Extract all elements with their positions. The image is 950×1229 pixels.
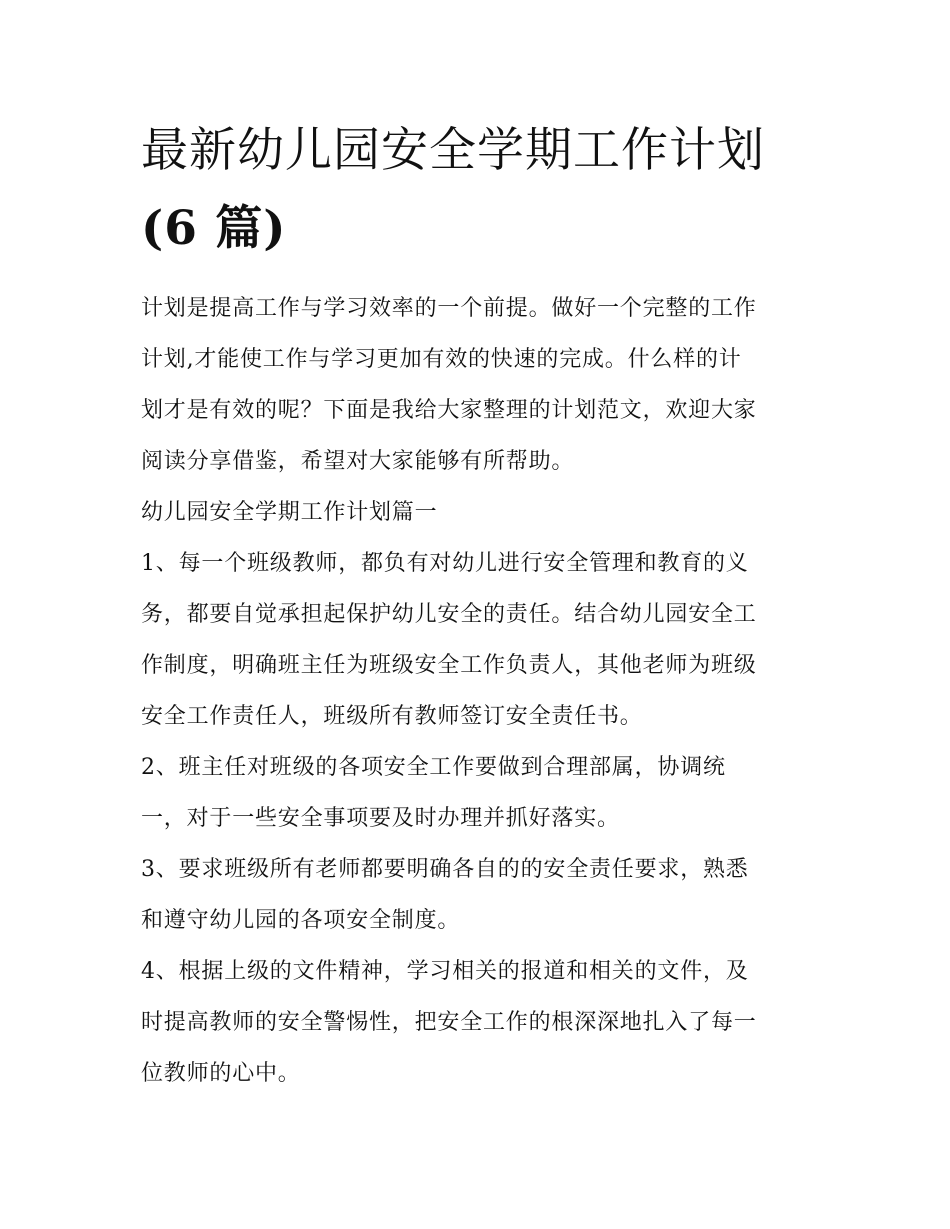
list-item-1 bbox=[141, 538, 811, 742]
text-line: 务，都要自觉承担起保护幼儿安全的责任。结合幼儿园安全工 bbox=[141, 602, 757, 627]
text-line: 作制度，明确班主任为班级安全工作负责人，其他老师为班级 bbox=[141, 653, 757, 678]
text-line: 3、要求班级所有老师都要明确各自的的安全责任要求，熟悉 bbox=[141, 857, 749, 882]
section-heading bbox=[141, 487, 811, 538]
text-line: 一，对于一些安全事项要及时办理并抓好落实。 bbox=[141, 806, 620, 831]
document-body bbox=[141, 283, 811, 1099]
list-item-2 bbox=[141, 742, 811, 844]
title-line-2: (6 篇) bbox=[141, 201, 287, 256]
document-page bbox=[141, 112, 811, 1099]
document-title bbox=[141, 112, 811, 268]
text-line: 安全工作责任人，班级所有教师签订安全责任书。 bbox=[141, 704, 643, 729]
title-line-1: 最新幼儿园安全学期工作计划 bbox=[141, 123, 765, 178]
text-line: 阅读分享借鉴，希望对大家能够有所帮助。 bbox=[141, 449, 575, 474]
text-line: 时提高教师的安全警惕性，把安全工作的根深深地扎入了每一 bbox=[141, 1010, 757, 1035]
text-line: 和遵守幼儿园的各项安全制度。 bbox=[141, 908, 461, 933]
list-item-4 bbox=[141, 946, 811, 1099]
text-line: 位教师的心中。 bbox=[141, 1061, 301, 1086]
text-line: 4、根据上级的文件精神，学习相关的报道和相关的文件，及 bbox=[141, 959, 749, 984]
list-item-3 bbox=[141, 844, 811, 946]
text-line: 1、每一个班级教师，都负有对幼儿进行安全管理和教育的义 bbox=[141, 551, 749, 576]
text-line: 2、班主任对班级的各项安全工作要做到合理部属，协调统 bbox=[141, 755, 726, 780]
text-line: 计划,才能使工作与学习更加有效的快速的完成。什么样的计 bbox=[141, 347, 742, 372]
text-line: 划才是有效的呢？下面是我给大家整理的计划范文，欢迎大家 bbox=[141, 398, 757, 423]
intro-paragraph bbox=[141, 283, 811, 487]
text-line: 计划是提高工作与学习效率的一个前提。做好一个完整的工作 bbox=[141, 296, 757, 321]
text-line: 幼儿园安全学期工作计划篇一 bbox=[141, 500, 438, 525]
